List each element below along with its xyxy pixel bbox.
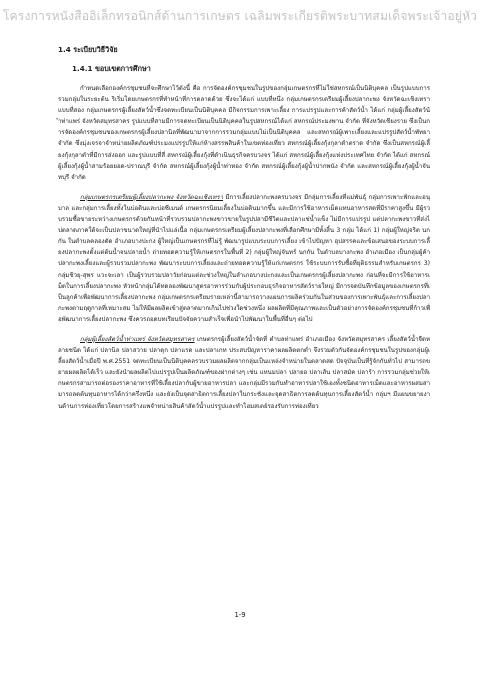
paragraph-lead: กลุ่มผู้เลี้ยงสัตว์น้ำท่าแพร่ จังหวัดสมุทรสาคร (80, 335, 195, 343)
paragraph-text: เกษตรกรผู้เลี้ยงสัตว์น้ำจัดที่ ตำบลท่าแพร่ อำเภอเมือง จังหวัดสมุทรสาคร เลี้ยงสัตว์น้ำจืดหลายชนิด ได้แก่ ปลานิล ปลาสวาย ปลาดุก ปลาแรด และปลาเกท ประสบปัญหาราคาผลผลิตตกต่ำ จึงรวมตัวกันจัดองค์กรชุมชนในรูปของกลุ่มผู้เลี้ยงสัตว์น้ำเมื่อปี พ.ศ.2551 จดทะเบียนเป็นนิติบุคคลรวบรวมผลผลิตจากกลุ่มเป็นแหล่งจำหน่ายในตลาดสด ปัจจุบันเป็นที่รู้จักกันทั่วไป สามารถขยายผลผลิตได้เร็ว และยังนำผลผลิตไปแปรรูปเป็นผลิตภัณฑ์ของฝากต่างๆ เช่น แหนมปลา ปลายอ ปลาเส้น ปลาสมัค ปลาร้า การรวมกลุ่มช่วยให้เกษตรกรสามารถต่อรองราคาอาหารที่ใช้เลี้ยงปลากับผู้ขายอาหารปลา และกลุ่มมีรวมกันทำอาหารปลาใช้เองทั้งชนิดอาหารเม็ดและอาหารผสมสามารถลดต้นทุนอาหารได้กว่าครึ่งหนึ่ง และยังเป็นจุดสาธิตการเลี้ยงปลาในกระชังและจุดสาธิตการลดต้นทุนการเลี้ยงสัตว์น้ำ กลุ่มฯ มีแผนขยายงานด้านการท่องเที่ยวโดยการสร้างแพจำหน่ายสินค้าสัตว์น้ำแปรรูปและทำโฮมสเตย์รองรับการท่องเที่ยว (58, 335, 430, 410)
document-body (58, 45, 430, 412)
paragraph-seabass-group (58, 192, 430, 325)
paragraph-text: กำหนดเลือกองค์กรชุมชนที่จะศึกษาไว้ดังนี้ คือ การจัดองค์กรชุมชนในรูปของกลุ่มเกษตรกรที่ไม่ใช่สหกรณ์เป็นนิติบุคคล เป็นรูปแบบการรวมกลุ่มในระยะต้น ริเริ่มโดยเกษตรกรที่ทำหน้าที่การตลาดด้วย ซึ่งจะได้แก่ แบบที่หนึ่ง กลุ่มเกษตรกรเตรียมผู้เลี้ยงปลากะพง จังหวัดฉะเชิงเทรา แบบที่สอง กลุ่มเกษตรกรผู้เลี้ยงสัตว์น้ำซึ่งจดทะเบียนเป็นนิติบุคคล มีกิจกรรมการเพาะเลี้ยง การแปรรูปและการค้าสัตว์น้ำ ได้แก่ กลุ่มผู้เลี้ยงสัตว์น้ำท่าแพร่ จังหวัดสมุทรสาคร รูปแบบที่สามมีการจดทะเบียนเป็นนิติบุคคลในรูปสหกรณ์ได้แก่ สหกรณ์ประมงพาน จำกัด ที่จังหวัดเชียงราย ซึ่งเป็นการจัดองค์กรชุมชนของเกษตรกรผู้เลี้ยงปลานิลที่พัฒนามาจากการรวมกลุ่มแบบไม่เป็นนิติบุคคล และสหกรณ์ผู้เพาะเลี้ยงและแปรรูปสัตว์น้ำพัทยา จำกัด ซึ่งมุ่งเจรจาจำหน่ายผลิตภัณฑ์ประมงแปรรูปให้แก่ห้างสรรพสินค้าในเขตท่องเที่ยว สหกรณ์ผู้เลี้ยงกุ้งกุลาดำตราด จำกัด ซึ่งเป็นสหกรณ์ผู้เลี้ยงกุ้งกุลาดำที่มีการส่งออก และรูปแบบที่สี่ สหกรณ์ผู้เลี้ยงกุ้งที่ดำเนินธุรกิจครบวงจร ได้แก่ สหกรณ์ผู้เลี้ยงกุ้งแห่งประเทศไทย จำกัด ได้แก่ สหกรณ์ผู้เลี้ยงกุ้งผู้น้ำสามร้อยยอด-ปราณบุรี จำกัด สหกรณ์ผู้เลี้ยงกุ้งผู้น้ำท่าทอง จำกัด สหกรณ์ผู้เลี้ยงกุ้งผู้น้ำปากพนัง จำกัด และสหกรณ์ผู้เลี้ยงกุ้งผู้น้ำจันทบุรี จำกัด (58, 85, 430, 181)
section-heading: 1.4 ระเบียบวิธีวิจัย (58, 45, 118, 54)
paragraph-scope (58, 83, 430, 183)
paragraph-text: มีการเลี้ยงปลากะพงครบวงจร มีกลุ่มการเลี้ยงที่แม่พันธุ์ กลุ่มการเพาะฟักและอนุบาล และกลุ่มการเลี้ยงทั้งในบ่อดินและบ่อซีเมนต์ เกษตรกรนิยมเลี้ยงในบ่อดินมากขึ้น และมีการใช้อาหารเม็ดแทนอาหารสดที่มีราคาสูงขึ้น มีผู้รวบรวมซื้อขายระหว่างเกษตรกรด้วยกันหน้าที่รวบรวมปลากะพงขาวขายในรูปปลามีชีวิตและปลาแช่น้ำแข็ง ไม่มีการแปรรูป แต่ปลากะพงขาวที่ส่งไปตลาดภาคใต้จะเป็นปลาขนาดใหญ่ที่นำไปแล่เนื้อ กลุ่มเกษตรกรเตรียมผู้เลี้ยงปลากะพงที่เลือกศึกษามีทั้งสิ้น 3 กลุ่ม ได้แก่ 1) กลุ่มผู้ใหญ่จริต นกกัน ในตำบลคลองตัด อำเภอบางปะกง ผู้ใหญ่เป็นเกษตรกรที่ไม่รู้ พัฒนารูปแบบระบบการเลี้ยง เข้าไปปัญหา อุปสรรคและข้อเสนอของระบบการเลี้ยงปลากะพงตั้งแต่ต้นน้ำจนปลายน้ำ ถ่ายทอดความรู้ให้เกษตรกรในพื้นที่ 2) กลุ่มผู้ใหญ่จันทร์ นกกัน ในตำบลบางกะพง อำเภอเมือง เป็นกลุ่มผู้ค้าปลากะพงเลี้ยงและผู้รวบรวมปลากะพง พัฒนาระบบการเลี้ยงและถ่ายทอดความรู้ให้แก่เกษตรกร ใช้ระบบการรับซื้อที่ยุติธรรมสำหรับเกษตรกร 3) กลุ่มชิวยุ-สุพร แวะจะเลา เป็นผู้รวบรวมปลาวัยก่อนแต่ละช่วงใหญ่ในลำเภอบางปะกงและเป็นเกษตรกรผู้เลี้ยงปลากะพง ก่อนที่จะมีการใช้อาหารเม็ดในการเลี้ยงปลากะพง หัวหน้ากลุ่มได้ทดลองพัฒนาสูตรอาหารร่วมกับผู้ประกอบธุรกิจอาหารสัตว์รายใหญ่ มีการจดบันทึกข้อมูลของเกษตรกรที่เป็นลูกค้าเพื่อพัฒนาการเลี้ยงปลากะพง กลุ่มเกษตรกรเตรียมรายเหล่านี้สามารถวางแผนการผลิตร่วมกันในส่วนของการเพาะพันธุ์และการเลี้ยงปลากะพงตามฤดูกาลที่เหมาะสม ไม่ให้มีผลผลิตเข้าสู่ตลาดมากเกินไปช่วงใดช่วงหนึ่ง ผลผลิตที่มีคุณภาพและเป็นตัวอย่างการจัดองค์กรชุมชนที่ก้าวเพื่อพัฒนาการเลี้ยงปลากะพง ซึ่งควรถอดบทเรียนปัจจัยความสำเร็จเพื่อนำไปพัฒนาในพื้นที่อื่นๆ ต่อไป (58, 193, 430, 323)
subsection-heading: 1.4.1 ขอบเขตการศึกษา (72, 64, 151, 73)
paragraph-thaphrae-group (58, 334, 430, 412)
paragraph-lead: กลุ่มเกษตรกรเตรียมผู้เลี้ยงปลากะพง จังหวัดฉะเชิงเทรา (80, 193, 224, 201)
page-number: 1-9 (234, 611, 246, 619)
header-watermark: โครงการหนังสืออิเล็กทรอนิกส์ด้านการเกษตร เฉลิมพระเกียรติพระบาทสมเด็จพระเจ้าอยู่หัว (2, 9, 478, 23)
